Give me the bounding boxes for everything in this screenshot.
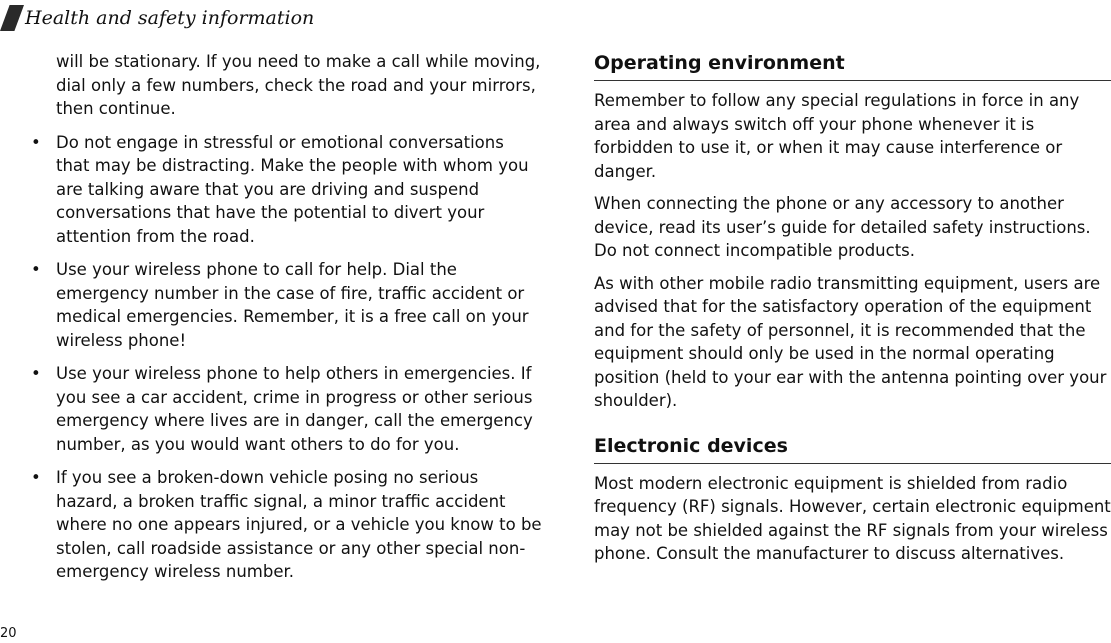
section-heading-operating-environment: Operating environment — [594, 50, 1111, 81]
continued-paragraph: will be stationary. If you need to make a call while moving, dial only a few numbers, check the road and your mirrors, then continue. — [56, 52, 541, 118]
bullet-dot: • — [31, 132, 41, 152]
bullet-text: Use your wireless phone to help others in emergencies. If you see a car accident, crime in progress or other serious emergency where lives are in danger, call the emergency number, as you would want others to do for you. — [56, 364, 533, 454]
header-accent-bar — [0, 5, 24, 31]
bullet-text: Do not engage in stressful or emotional conversations that may be distracting. Make the people with whom you are talking aware that you are driving and suspend conversations that have the potential to divert your attention from the road. — [56, 132, 529, 246]
right-column — [594, 50, 1111, 575]
bullet-item-2 — [31, 258, 542, 352]
bullet-item-3 — [31, 362, 542, 456]
section-heading-electronic-devices: Electronic devices — [594, 433, 1111, 464]
bullet-text: If you see a broken-down vehicle posing no serious hazard, a broken traffic signal, a minor traffic accident where no one appears injured, or a vehicle you know to be stolen, call roadside assistance or any other special non-emergency wireless number. — [56, 468, 542, 581]
bullet-dot: • — [31, 468, 41, 487]
page-header-title: Health and safety information — [25, 7, 315, 29]
bullet-item-1 — [31, 131, 542, 249]
bullet-dot: • — [31, 260, 41, 279]
bullet-dot: • — [31, 364, 41, 383]
paragraph: When connecting the phone or any accessory to another device, read its user’s guide for detailed safety instructions. Do not connect incompatible products. — [594, 194, 1091, 260]
bullet-text: Use your wireless phone to call for help. Dial the emergency number in the case of fire, traffic accident or medical emergencies. Remember, it is a free call on your wireless phone! — [56, 260, 529, 350]
bullet-item-4 — [31, 466, 542, 584]
left-column — [31, 50, 542, 584]
bullet-list — [31, 131, 542, 584]
paragraph: Most modern electronic equipment is shielded from radio frequency (RF) signals. However, certain electronic equipment may not be shielded against the RF signals from your wireless phone. Consult the manufacturer to discuss alternatives. — [594, 473, 1111, 563]
paragraph: As with other mobile radio transmitting equipment, users are advised that for the satisfactory operation of the equipment and for the safety of personnel, it is recommended that the equipment should only be used in the normal operating position (held to your ear with the antenna pointing over your shoulder). — [594, 273, 1107, 410]
paragraph: Remember to follow any special regulations in force in any area and always switch off your phone whenever it is forbidden to use it, or when it may cause interference or danger. — [594, 91, 1080, 181]
page-number: 20 — [0, 626, 17, 641]
